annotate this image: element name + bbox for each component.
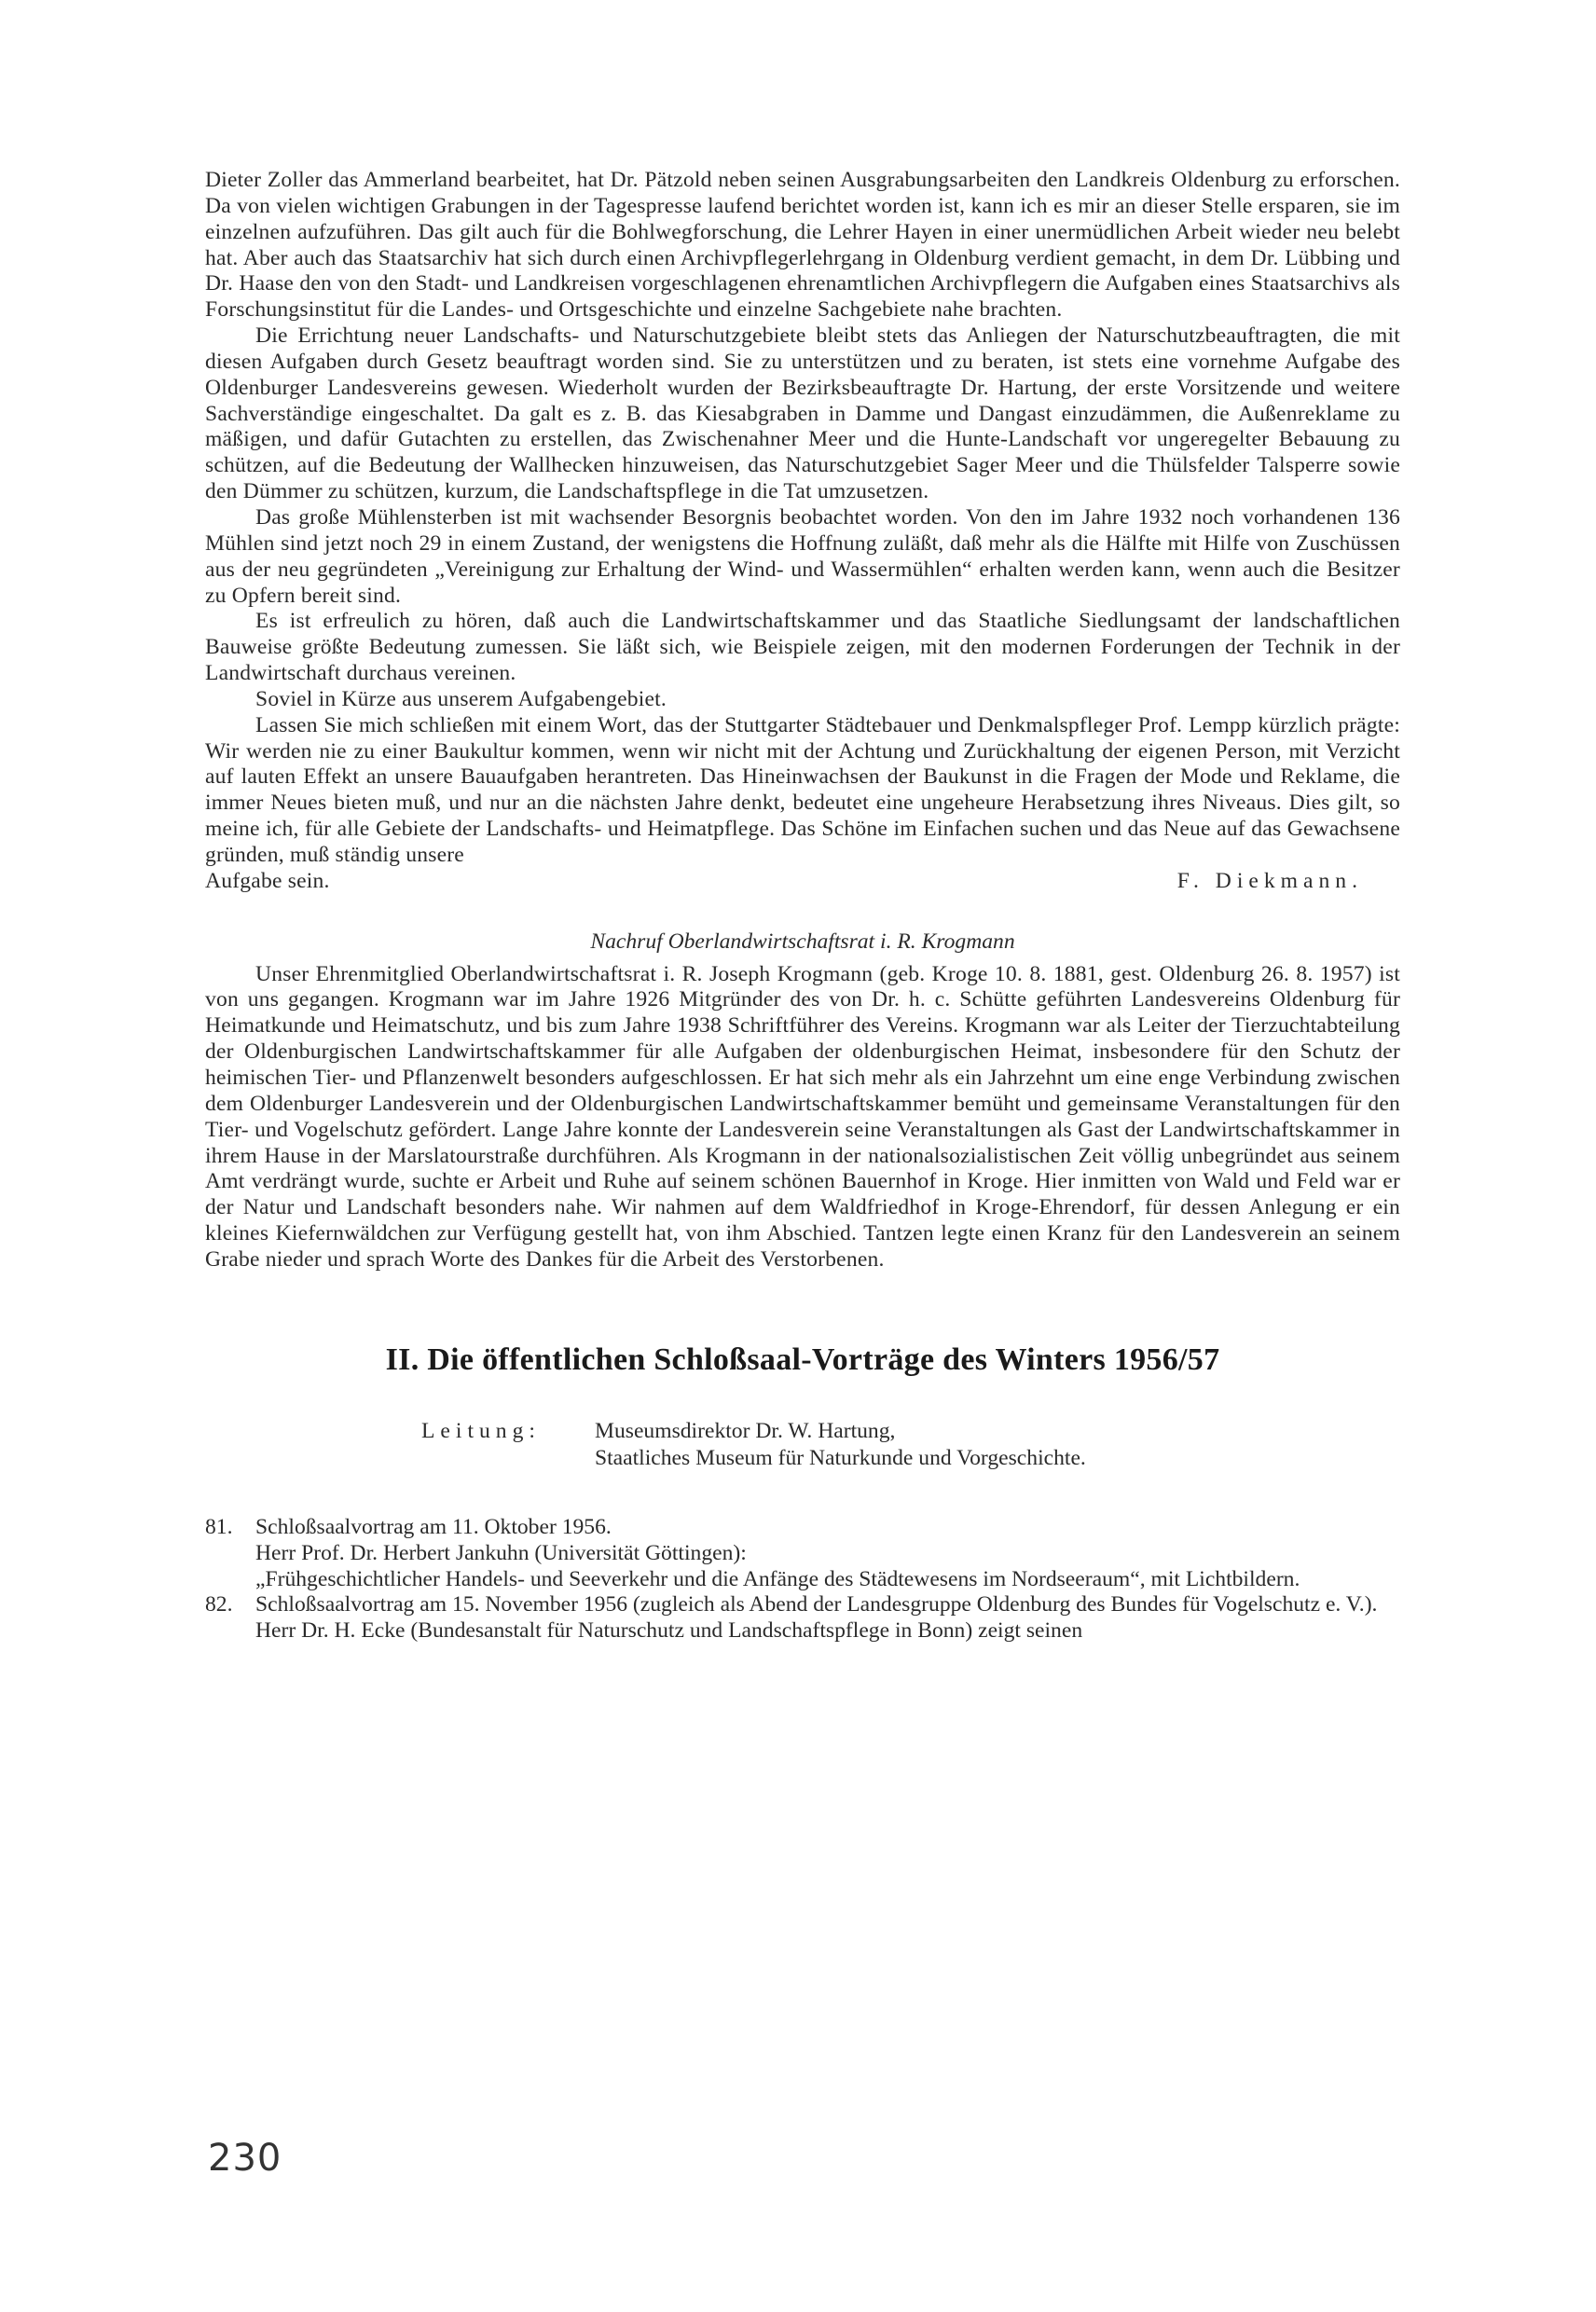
obituary-text: Unser Ehrenmitglied Oberlandwirtschaftsrat i. R. Joseph Krogmann (geb. Kroge 10. 8. 1881, gest. Oldenburg 26. 8. 1957) ist von uns gegangen. Krogmann war im Jahre 1926 Mitgründer des von Dr. h. c. Schütte geführten Landesvereins Oldenburg für Heimatkunde und Heimatschutz, und bis zum Jahre 1938 Schriftführer des Vereins. Krogmann war als Leiter der Tierzuchtabteilung der Oldenburgischen Landwirtschaftskammer für alle Aufgaben der oldenburgischen Heimat, insbesondere für den Schutz der heimischen Tier- und Pflanzenwelt besonders aufgeschlossen. Er hat sich mehr als ein Jahrzehnt um eine enge Verbindung zwischen dem Oldenburger Landesverein und der Oldenburgischen Landwirtschaftskammer bemüht und gemeinsame Veranstaltungen für den Tier- und Vogelschutz gefördert. Lange Jahre konnte der Landesverein seine Veranstaltungen als Gast der Landwirtschaftskammer in ihrem Hause in der Marslatourstraße durchführen. Als Krogmann in der nationalsozialistischen Zeit völlig unbegründet aus seinem Amt verdrängt wurde, suchte er Arbeit und Ruhe auf seinem schönen Bauernhof in Kroge. Hier inmitten von Wald und Feld war er der Natur und Landschaft besonders nahe. Wir nahmen auf dem Waldfriedhof in Kroge-Ehrendorf, für dessen Anlegung er ein kleines Kiefernwäldchen zur Verfügung gestellt hat, von ihm Abschied. Tantzen legte einen Kranz für den Landesverein an seinem Grabe nieder und sprach Worte des Dankes für die Arbeit des Verstorbenen. (205, 961, 1400, 1272)
page-content (205, 168, 1400, 1645)
leitung-label: Leitung: (421, 1418, 541, 1443)
talk-line: „Frühgeschichtlicher Handels- und Seeverkehr und die Anfänge des Städtewesens im Nordseeraum“, mit Lichtbildern. (255, 1566, 1300, 1591)
leitung-line-1: Museumsdirektor Dr. W. Hartung, (595, 1418, 896, 1443)
report-body (205, 168, 1400, 895)
talk-line: Schloßsaalvortrag am 11. Oktober 1956. (255, 1514, 612, 1539)
obituary-title: Nachruf Oberlandwirtschaftsrat i. R. Krogmann (590, 929, 1015, 954)
paragraph-3: Das große Mühlensterben ist mit wachsender Besorgnis beobachtet worden. Von den im Jahre 1932 noch vorhandenen 136 Mühlen sind jetzt noch 29 in einem Zustand, der wenigstens die Hoffnung zuläßt, daß mehr als die Hälfte mit Hilfe von Zuschüssen aus der neu gegründeten „Vereinigung zur Erhaltung der Wind- und Wassermühlen“ erhalten werden kann, wenn auch die Besitzer zu Opfern bereit sind. (205, 504, 1400, 608)
talk-number: 81. (205, 1514, 233, 1539)
talk-line: Herr Dr. H. Ecke (Bundesanstalt für Naturschutz und Landschaftspflege in Bonn) zeigt seinen (255, 1618, 1083, 1644)
closing-line (205, 869, 1400, 895)
talk-list (205, 1515, 1400, 1645)
talk-item (205, 1592, 1400, 1645)
section-heading: II. Die öffentlichen Schloßsaal-Vorträge des Winters 1956/57 (385, 1342, 1220, 1377)
author-signature: F. Diekmann. (1176, 868, 1363, 893)
talk-line: Schloßsaalvortrag am 15. November 1956 (zugleich als Abend der Landesgruppe Oldenburg des Bundes für Vogelschutz e. V.). (255, 1592, 1378, 1617)
obituary-body (205, 962, 1400, 1273)
paragraph-1: Dieter Zoller das Ammerland bearbeitet, hat Dr. Pätzold neben seinen Ausgrabungsarbeiten den Landkreis Oldenburg zu erforschen. Da von vielen wichtigen Grabungen in der Tagespresse laufend berichtet worden ist, kann ich es mir an dieser Stelle ersparen, sie im einzelnen aufzuführen. Das gilt auch für die Bohlwegforschung, die Lehrer Hayen in einer unermüdlichen Arbeit wieder neu belebt hat. Aber auch das Staatsarchiv hat sich durch einen Archivpflegerlehrgang in Oldenburg verdient gemacht, in dem Dr. Lübbing und Dr. Haase den von den Stadt- und Landkreisen vorgeschlagenen ehrenamtlichen Archivpflegern die Aufgaben eines Staatsarchivs als Forschungsinstitut für die Landes- und Ortsgeschichte und einzelne Sachgebiete nahe brachten. (205, 168, 1400, 323)
talk-item (205, 1515, 1400, 1593)
leitung-line-2: Staatliches Museum für Naturkunde und Vorgeschichte. (595, 1445, 1086, 1470)
leitung-block (421, 1418, 1400, 1472)
paragraph-4: Es ist erfreulich zu hören, daß auch die Landwirtschaftskammer und das Staatliche Siedlungsamt der landschaftlichen Bauweise größte Bedeutung zumessen. Sie läßt sich, wie Beispiele zeigen, mit den modernen Forderungen der Technik in der Landwirtschaft durchaus vereinen. (205, 609, 1400, 686)
paragraph-5: Soviel in Kürze aus unserem Aufgabengebiet. (255, 686, 667, 711)
paragraph-6: Lassen Sie mich schließen mit einem Wort, das der Stuttgarter Städtebauer und Denkmalspfleger Prof. Lempp kürzlich prägte: Wir werden nie zu einer Baukultur kommen, wenn wir nicht mit der Achtung und Zurückhaltung der eigenen Person, mit Verzicht auf lauten Effekt an unsere Bauaufgaben herantreten. Das Hineinwachsen der Baukunst in die Fragen der Mode und Reklame, die immer Neues bieten muß, und nur an die nächsten Jahre denkt, bedeutet eine ungeheure Herabsetzung ihres Niveaus. Dies gilt, so meine ich, für alle Gebiete der Landschafts- und Heimatpflege. Das Schöne im Einfachen suchen und das Neue auf das Gewachsene gründen, muß ständig unsere (205, 712, 1400, 867)
talk-line: Herr Prof. Dr. Herbert Jankuhn (Universität Göttingen): (255, 1540, 747, 1565)
closing-text: Aufgabe sein. (205, 868, 330, 893)
paragraph-2: Die Errichtung neuer Landschafts- und Naturschutzgebiete bleibt stets das Anliegen der Naturschutzbeauftragten, die mit diesen Aufgaben durch Gesetz beauftragt worden sind. Sie zu unterstützen und zu beraten, ist stets eine vornehme Aufgabe des Oldenburger Landesvereins gewesen. Wiederholt wurden der Bezirksbeauftragte Dr. Hartung, der erste Vorsitzende und weitere Sachverständige eingeschaltet. Da galt es z. B. das Kiesabgraben in Damme und Dangast einzudämmen, die Außenreklame zu mäßigen, und dafür Gutachten zu erstellen, das Zwischenahner Meer und die Hunte-Landschaft vor ungeregelter Bebauung zu schützen, auf die Bedeutung der Wallhecken hinzuweisen, das Naturschutzgebiet Sager Meer und die Thülsfelder Talsperre sowie den Dümmer zu schützen, kurzum, die Landschaftspflege in die Tat umzusetzen. (205, 323, 1400, 504)
page-number: 230 (208, 2137, 282, 2180)
talk-number: 82. (205, 1592, 233, 1617)
